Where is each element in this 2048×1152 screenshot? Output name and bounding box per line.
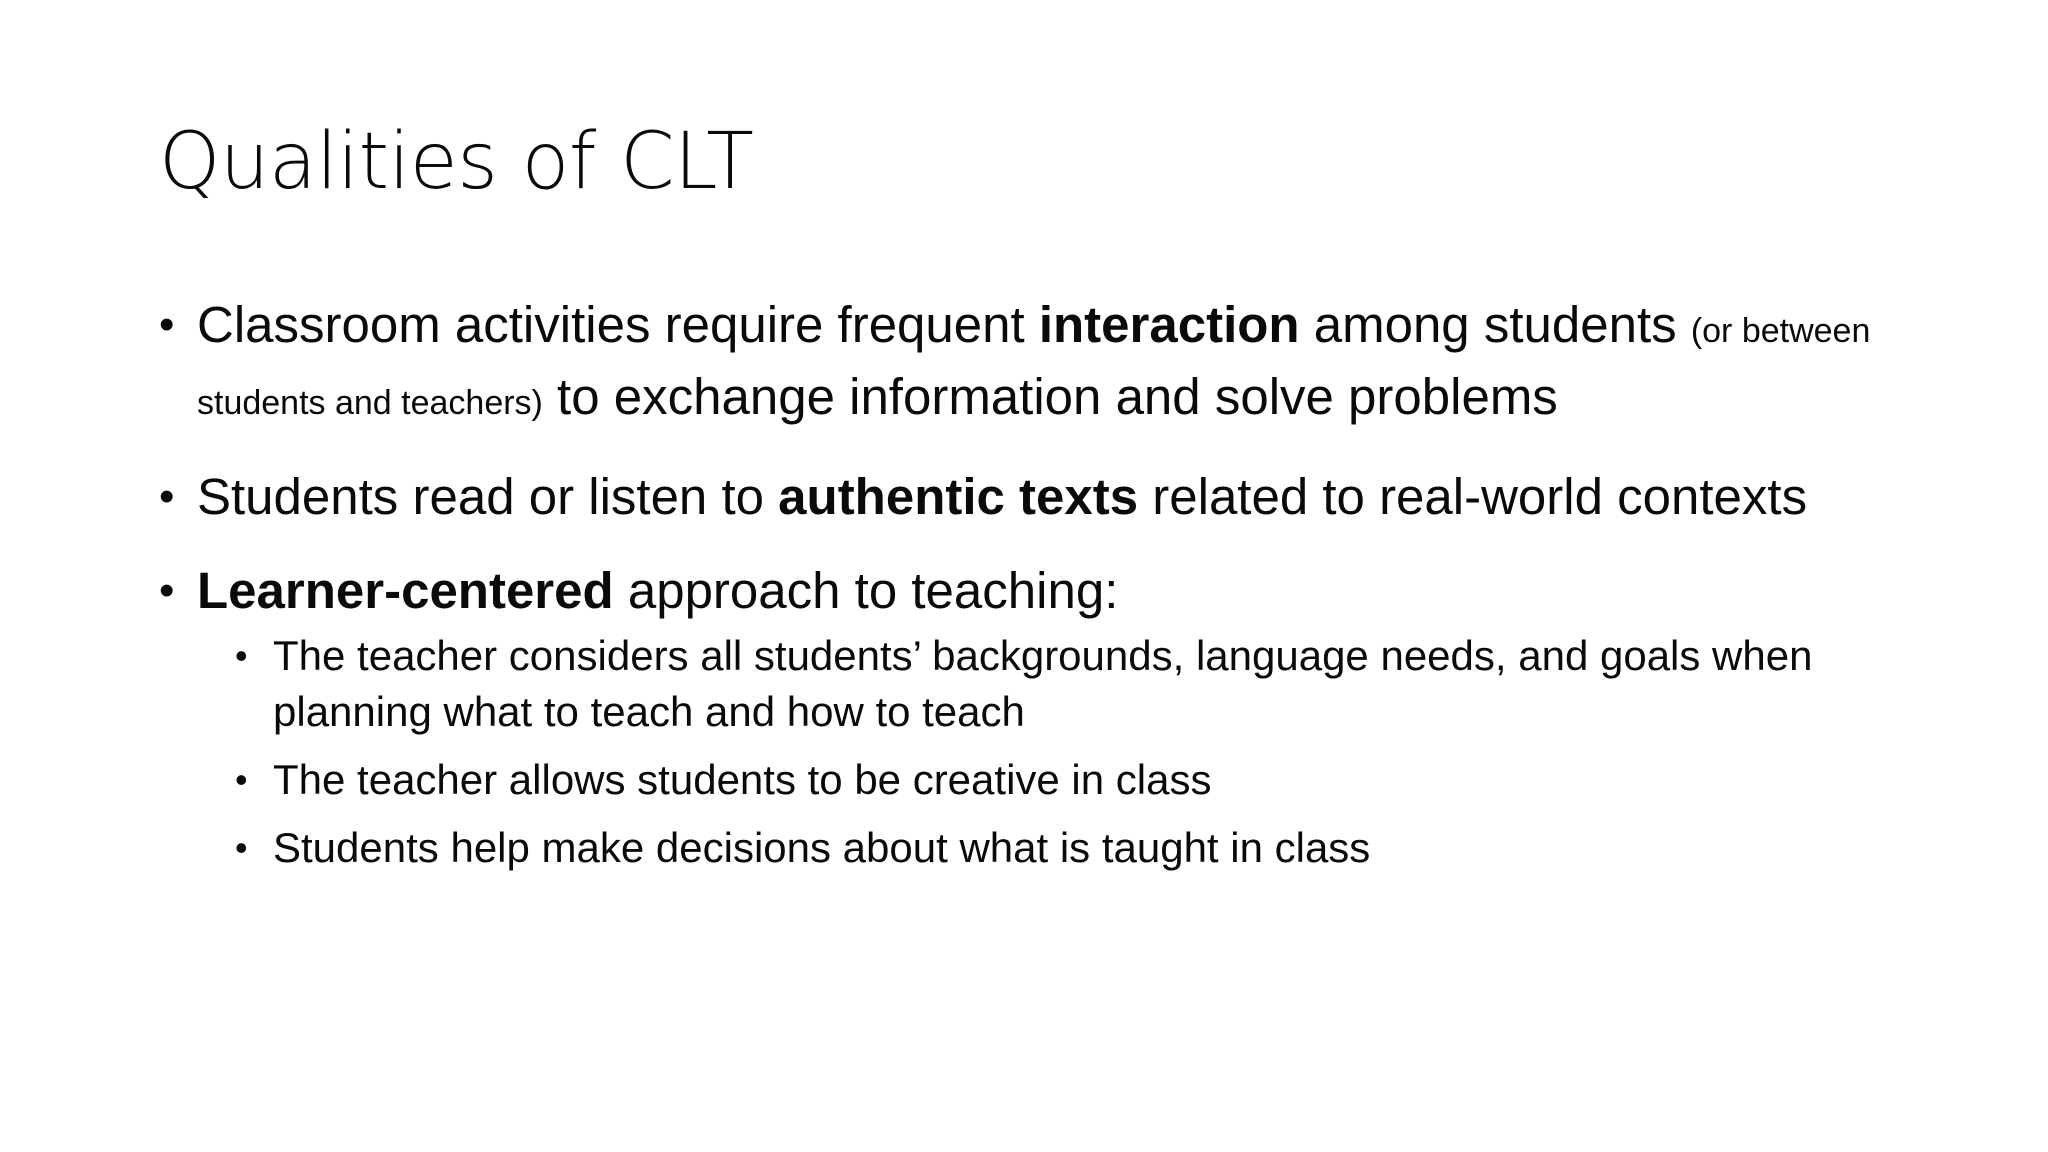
sub-bullet-list <box>197 628 1909 876</box>
bullet-icon: • <box>159 472 175 521</box>
bullet-item-authentic-texts <box>159 464 1909 530</box>
bullet-text: among students <box>1299 296 1691 353</box>
bullet-list <box>159 292 1909 904</box>
bullet-text: to exchange information and solve problems <box>542 368 1558 425</box>
bullet-item-learner-centered <box>159 558 1909 876</box>
slide-title: Qualities of CLT <box>159 117 754 207</box>
bullet-icon: • <box>159 566 175 615</box>
sub-bullet-text: Students help make decisions about what is taught in class <box>273 824 1371 871</box>
bullet-emphasis: Learner-centered <box>197 562 614 619</box>
sub-bullet-item <box>235 628 1909 740</box>
sub-bullet-text: The teacher allows students to be creative in class <box>273 756 1212 803</box>
bullet-text: approach to teaching: <box>613 562 1119 619</box>
sub-bullet-item <box>235 752 1909 808</box>
bullet-text: related to real-world contexts <box>1138 468 1808 525</box>
sub-bullet-icon: • <box>235 827 248 868</box>
bullet-icon: • <box>159 300 175 349</box>
sub-bullet-icon: • <box>235 759 248 800</box>
bullet-text: Students read or listen to <box>197 468 779 525</box>
sub-bullet-icon: • <box>235 635 248 676</box>
sub-bullet-item <box>235 820 1909 876</box>
bullet-aside: (or between students and teachers) <box>197 312 1871 422</box>
sub-bullet-text: The teacher considers all students’ backgrounds, language needs, and goals when planning what to teach and how to teach <box>273 632 1813 735</box>
bullet-item-interaction <box>159 292 1909 436</box>
bullet-emphasis: authentic texts <box>778 468 1139 525</box>
bullet-text: Classroom activities require frequent <box>197 296 1039 353</box>
bullet-emphasis: interaction <box>1038 296 1300 353</box>
